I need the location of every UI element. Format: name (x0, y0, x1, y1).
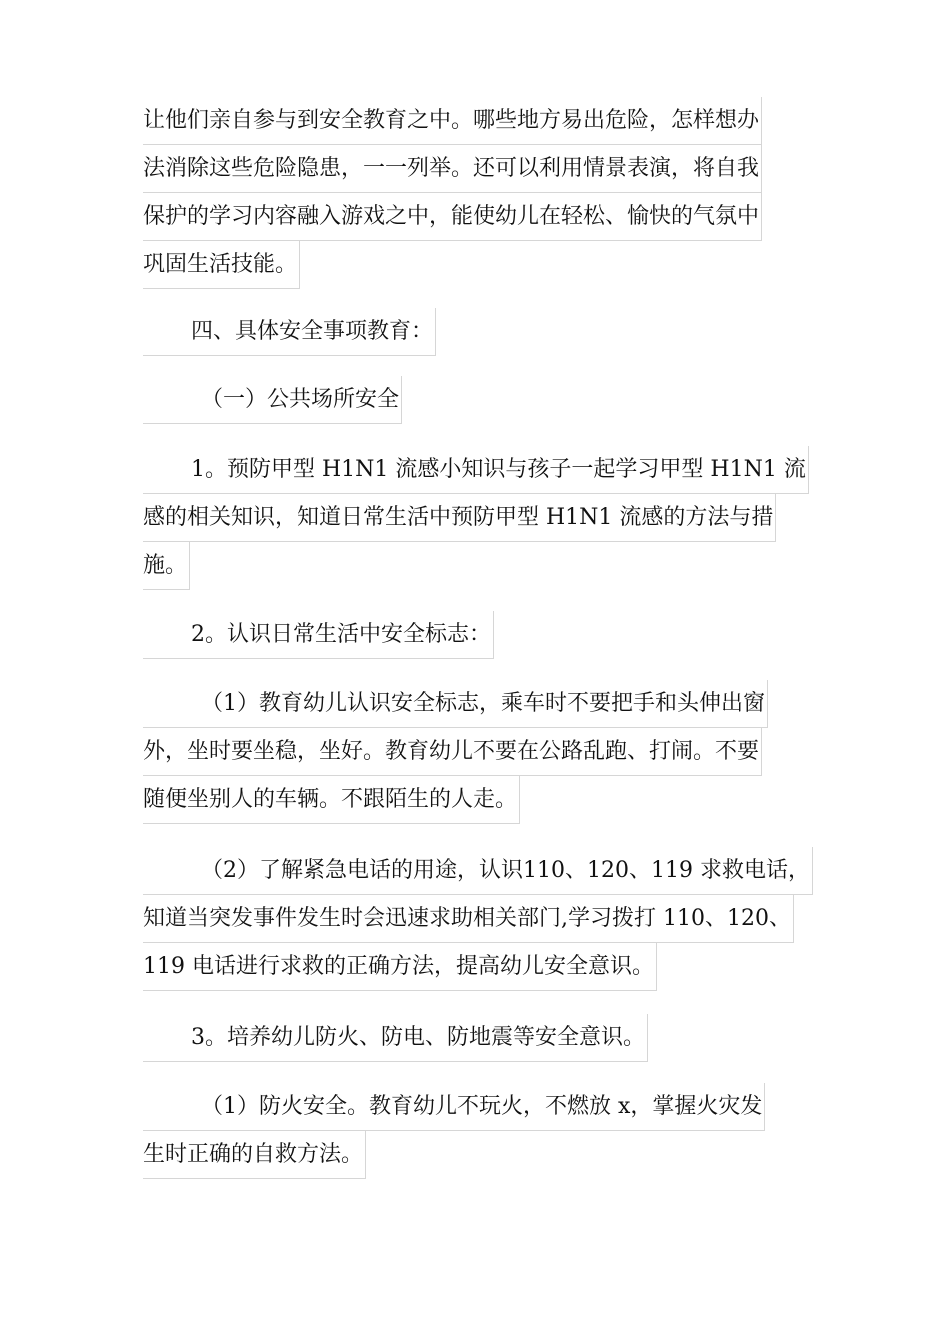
text-line: 随便坐别人的车辆。不跟陌生的人走。 (143, 776, 520, 824)
text-line: 保护的学习内容融入游戏之中，能使幼儿在轻松、愉快的气氛中 (143, 193, 762, 241)
text-line: （1）防火安全。教育幼儿不玩火，不燃放 x，掌握火灾发 (143, 1083, 765, 1131)
text-line: （一）公共场所安全 (143, 376, 402, 424)
paragraph-fire (143, 1083, 765, 1179)
paragraph-emergency (143, 847, 813, 991)
paragraph-intro (143, 97, 762, 289)
text-line: 1。预防甲型 H1N1 流感小知识与孩子一起学习甲型 H1N1 流 (143, 446, 809, 494)
text-line: 3。培养幼儿防火、防电、防地震等安全意识。 (143, 1014, 648, 1062)
text-line: 让他们亲自参与到安全教育之中。哪些地方易出危险，怎样想办 (143, 97, 762, 145)
paragraph-signs-heading (143, 611, 494, 659)
text-line: 感的相关知识，知道日常生活中预防甲型 H1N1 流感的方法与措 (143, 494, 776, 542)
text-line: （2）了解紧急电话的用途，认识110、120、119 求救电话， (143, 847, 813, 895)
text-line: 外，坐时要坐稳，坐好。教育幼儿不要在公路乱跑、打闹。不要 (143, 728, 762, 776)
text-line: 四、具体安全事项教育： (143, 308, 436, 356)
paragraph-signs (143, 680, 768, 824)
subsection-heading (143, 376, 402, 424)
text-line: 2。认识日常生活中安全标志： (143, 611, 494, 659)
text-line: 知道当突发事件发生时会迅速求助相关部门,学习拨打 110、120、 (143, 895, 794, 943)
text-line: 119 电话进行求救的正确方法，提高幼儿安全意识。 (143, 943, 657, 991)
text-line: （1）教育幼儿认识安全标志，乘车时不要把手和头伸出窗 (143, 680, 768, 728)
text-line: 生时正确的自救方法。 (143, 1131, 366, 1179)
text-line: 施。 (143, 542, 190, 590)
text-line: 法消除这些危险隐患，一一列举。还可以利用情景表演，将自我 (143, 145, 762, 193)
text-line: 巩固生活技能。 (143, 241, 300, 289)
paragraph-flu (143, 446, 809, 590)
section-heading (143, 308, 436, 356)
paragraph-fire-heading (143, 1014, 648, 1062)
